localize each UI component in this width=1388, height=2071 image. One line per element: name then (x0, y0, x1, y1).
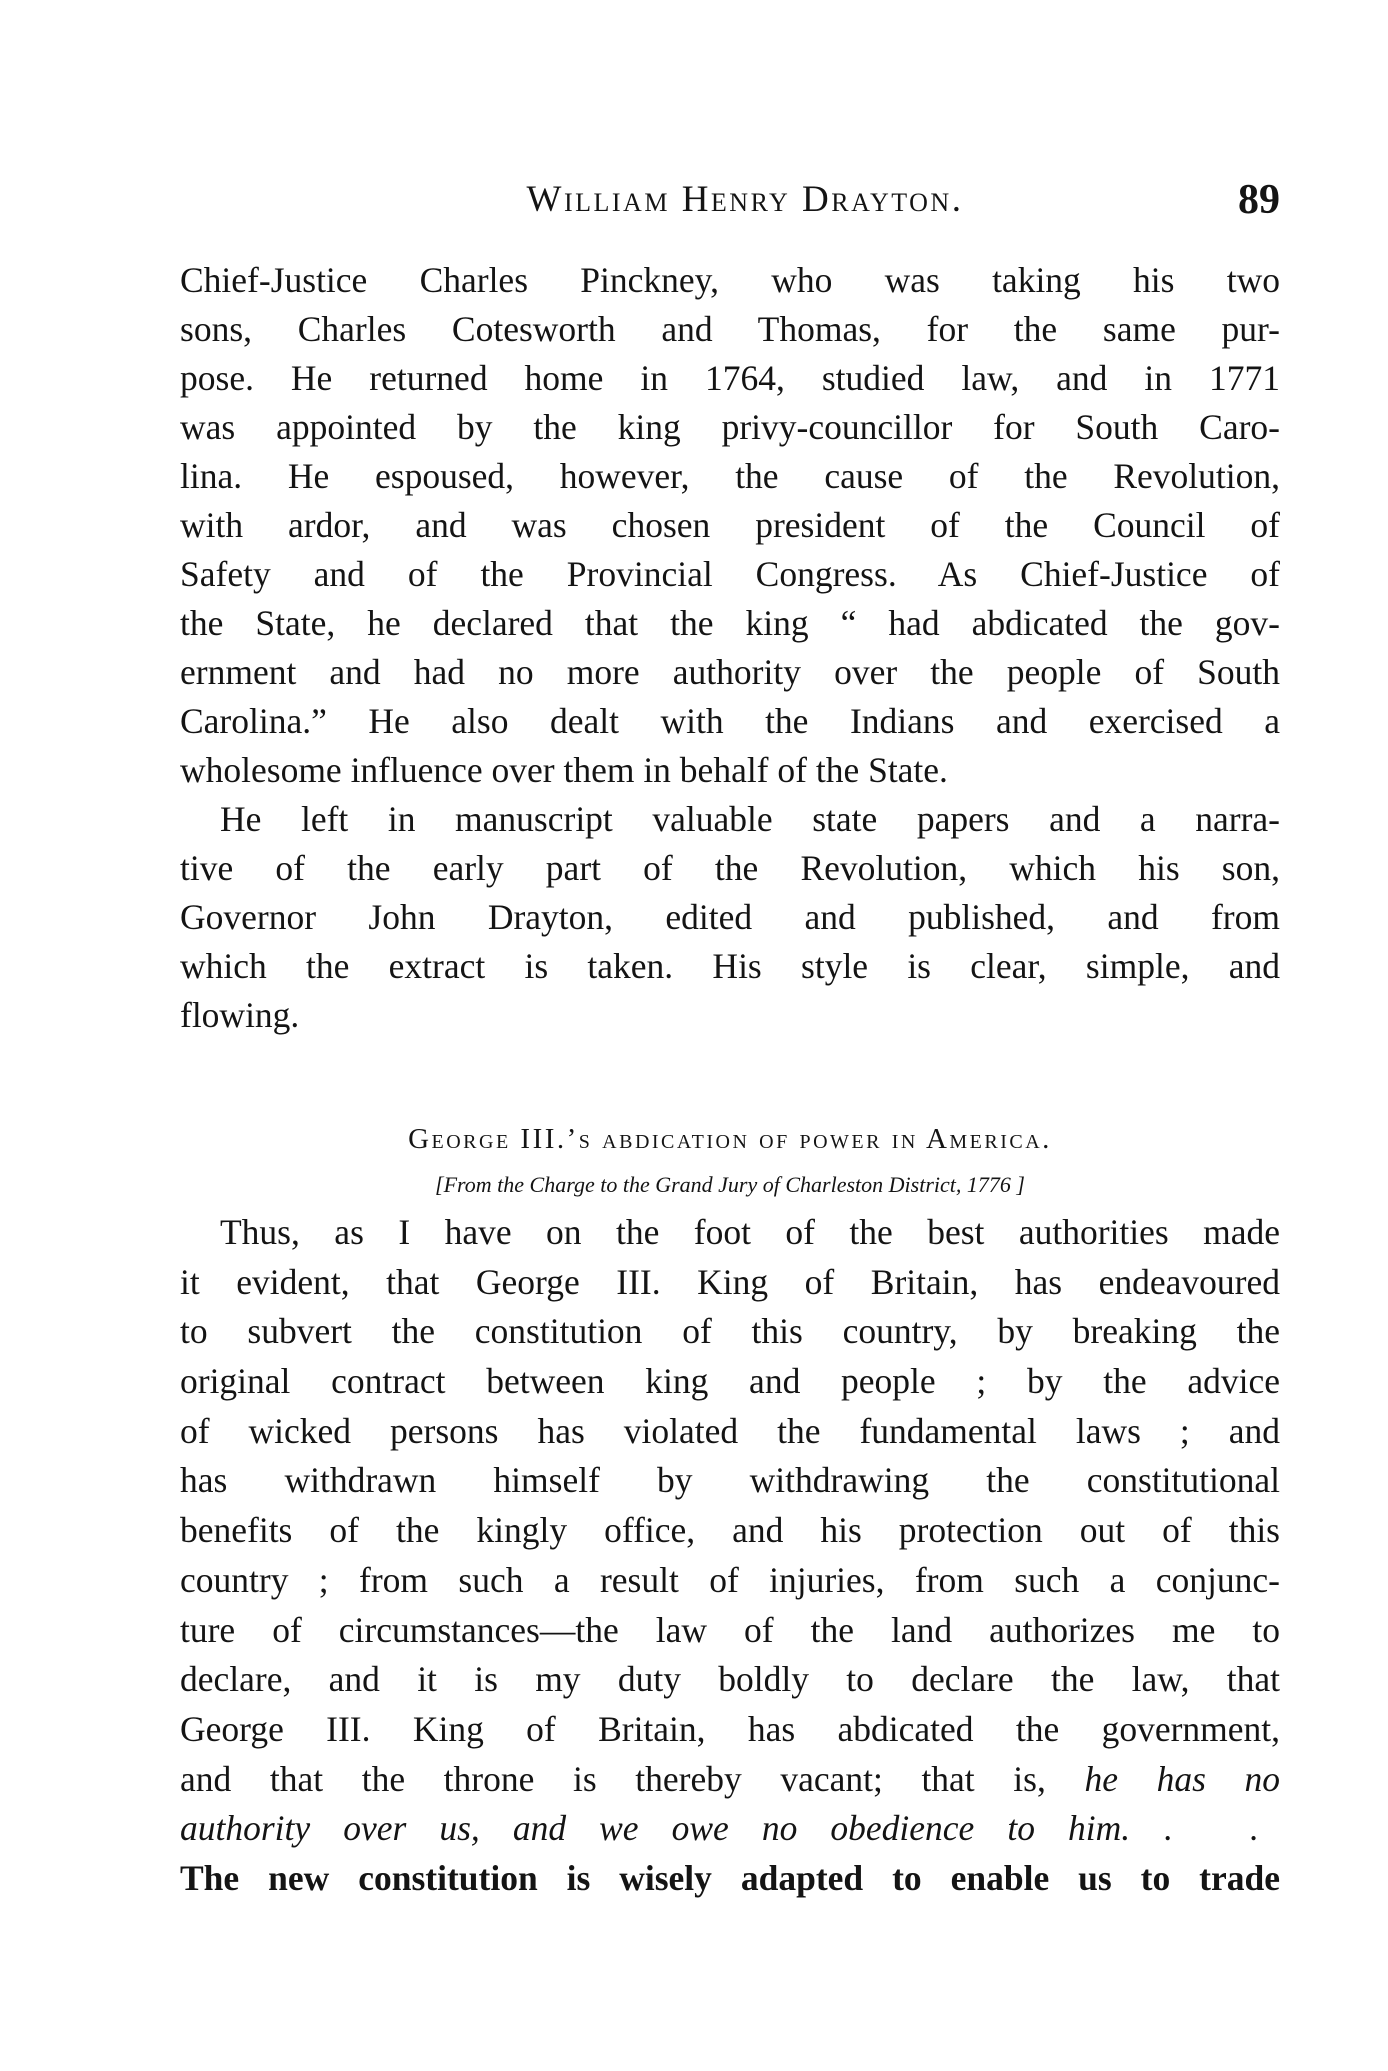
section-source: [From the Charge to the Grand Jury of Charleston District, 1776 ] (435, 1172, 1025, 1197)
text-line: has withdrawn himself by withdrawing the constitutional (180, 1460, 1280, 1501)
text-line: George III. King of Britain, has abdicated the government, (180, 1708, 1280, 1749)
text-line: sons, Charles Cotesworth and Thomas, for the same pur- (180, 309, 1280, 349)
text-line: the State, he declared that the king “ had abdicated the gov- (180, 603, 1280, 643)
biography-text (180, 256, 1280, 1040)
paragraph-extract (180, 1208, 1280, 1904)
text-line: lina. He espoused, however, the cause of the Revolution, (180, 456, 1280, 496)
text-line: The new constitution is wisely adapted to enable us to trade (180, 1857, 1280, 1898)
paragraph-manuscripts (180, 795, 1280, 1040)
text-line: Safety and of the Provincial Congress. As Chief-Justice of (180, 554, 1280, 594)
text-line: wholesome influence over them in behalf of the State. (180, 750, 948, 790)
text-line: original contract between king and people ; by the advice (180, 1361, 1280, 1402)
section-heading: George III.’s abdication of power in America. (408, 1123, 1052, 1155)
text-line: of wicked persons has violated the fundamental laws ; and (180, 1410, 1280, 1451)
text-line: He left in manuscript valuable state papers and a narra- (220, 799, 1280, 839)
text-line: was appointed by the king privy-councillor for South Caro- (180, 407, 1280, 447)
extract-text (180, 1208, 1280, 1904)
text-line: pose. He returned home in 1764, studied law, and in 1771 (180, 358, 1280, 398)
page-number: 89 (1238, 177, 1280, 223)
text-line (180, 1804, 1280, 1854)
text-line: tive of the early part of the Revolution, which his son, (180, 848, 1280, 888)
text-line: ernment and had no more authority over the people of South (180, 652, 1280, 692)
running-title: William Henry Drayton. (526, 179, 964, 220)
text-line: Carolina.” He also dealt with the Indians and exercised a (180, 701, 1280, 741)
text-line: it evident, that George III. King of Britain, has endeavoured (180, 1261, 1280, 1302)
text-line: Governor John Drayton, edited and published, and from (180, 897, 1280, 937)
text-line: Thus, as I have on the foot of the best authorities made (220, 1212, 1280, 1252)
line-italic-segment: authority over us, and we owe no obedience to him. (180, 1808, 1131, 1849)
text-line: to subvert the constitution of this country, by breaking the (180, 1311, 1280, 1352)
text-line: ture of circumstances—the law of the land authorizes me to (180, 1609, 1280, 1650)
text-line: Chief-Justice Charles Pinckney, who was taking his two (180, 260, 1280, 300)
text-line: with ardor, and was chosen president of the Council of (180, 505, 1280, 545)
ellipsis-dots: . . (1163, 1808, 1281, 1849)
text-line: declare, and it is my duty boldly to declare the law, that (180, 1659, 1280, 1700)
text-line (180, 1755, 1280, 1805)
text-line: country ; from such a result of injuries, from such a conjunc- (180, 1559, 1280, 1600)
text-line: benefits of the kingly office, and his protection out of this (180, 1510, 1280, 1551)
line-italic-segment: he has no (1084, 1758, 1280, 1799)
running-head (180, 172, 1280, 228)
text-line: flowing. (180, 995, 300, 1035)
text-line: which the extract is taken. His style is clear, simple, and (180, 946, 1280, 986)
paragraph-biography (180, 256, 1280, 795)
line-roman-segment: and that the throne is thereby vacant; that is, (180, 1758, 1046, 1799)
